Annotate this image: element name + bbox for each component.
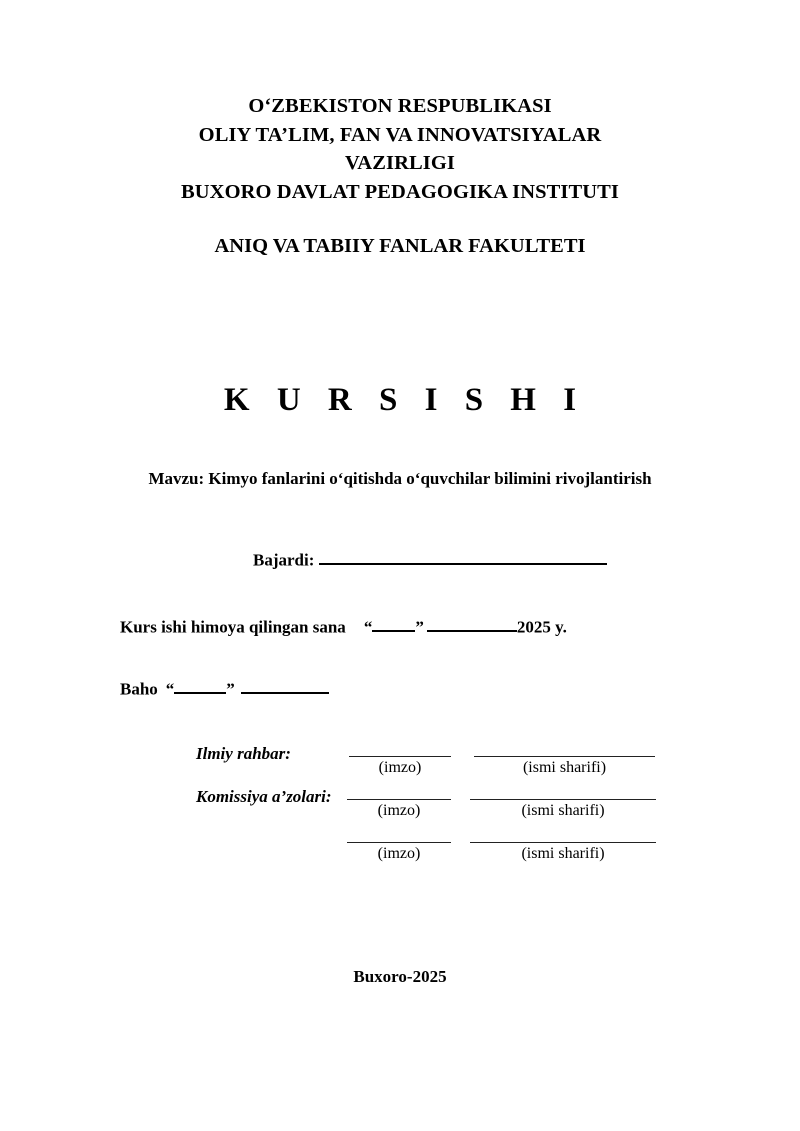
- defense-date-quote-open: “: [363, 617, 373, 637]
- defense-date-quote-close: ”: [415, 617, 424, 637]
- header-line-ministry-1: O‘ZBEKISTON RESPUBLIKASI: [248, 95, 552, 117]
- subject-line: Mavzu: Kimyo fanlarini o‘qitishda o‘quvchilar bilimini rivojlantirish: [148, 469, 652, 488]
- signature-caption: (imzo): [377, 802, 421, 819]
- header-line-institute: BUXORO DAVLAT PEDAGOGIKA INSTITUTI: [181, 180, 619, 203]
- grade-extra-input[interactable]: [241, 678, 329, 694]
- signature-row-label: Ilmiy rahbar:: [196, 744, 291, 763]
- header-line-ministry-2: OLIY TA’LIM, FAN VA INNOVATSIYALAR: [198, 123, 602, 146]
- header-line-ministry-3: VAZIRLIGI: [345, 152, 455, 174]
- signature-field-imzo[interactable]: [349, 743, 451, 778]
- performer-label: Bajardi:: [253, 550, 315, 570]
- defense-date-year: 2025 y.: [516, 617, 567, 637]
- defense-date-month-input[interactable]: [427, 616, 517, 632]
- grade-label: Baho: [120, 679, 158, 699]
- signature-row-supervisor: [0, 743, 800, 786]
- name-input[interactable]: [470, 786, 656, 800]
- signature-field-name[interactable]: [474, 743, 655, 778]
- signature-caption: (imzo): [377, 845, 421, 862]
- page-title: K U R S I S H I: [223, 382, 586, 418]
- grade-quote-open: “: [165, 679, 175, 699]
- document-header: [0, 92, 800, 261]
- signature-field-name[interactable]: [470, 786, 656, 821]
- defense-date-label: Kurs ishi himoya qilingan sana: [120, 617, 346, 637]
- signature-caption: (imzo): [378, 759, 422, 776]
- grade-value-input[interactable]: [174, 678, 226, 694]
- performer-line: [253, 549, 607, 571]
- signature-row-commission-2: [0, 829, 800, 872]
- defense-date-day-input[interactable]: [372, 616, 415, 632]
- defense-date-line: [120, 616, 567, 638]
- signature-field-name[interactable]: [470, 829, 656, 864]
- name-input[interactable]: [474, 743, 655, 757]
- signature-row-commission-1: [0, 786, 800, 829]
- signature-row-label: Komissiya a’zolari:: [196, 787, 332, 806]
- performer-input[interactable]: [319, 549, 607, 565]
- name-caption: (ismi sharifi): [522, 759, 607, 776]
- signature-field-imzo[interactable]: [347, 786, 451, 821]
- grade-line: [120, 678, 329, 700]
- signature-field-imzo[interactable]: [347, 829, 451, 864]
- signature-input[interactable]: [347, 786, 451, 800]
- footer-city-year: Buxoro-2025: [353, 967, 447, 986]
- signature-input[interactable]: [347, 829, 451, 843]
- signature-block: [0, 743, 800, 872]
- name-input[interactable]: [470, 829, 656, 843]
- name-caption: (ismi sharifi): [521, 802, 605, 819]
- name-caption: (ismi sharifi): [521, 845, 605, 862]
- signature-input[interactable]: [349, 743, 451, 757]
- header-line-faculty: ANIQ VA TABIIY FANLAR FAKULTETI: [214, 235, 586, 257]
- grade-quote-close: ”: [226, 679, 235, 699]
